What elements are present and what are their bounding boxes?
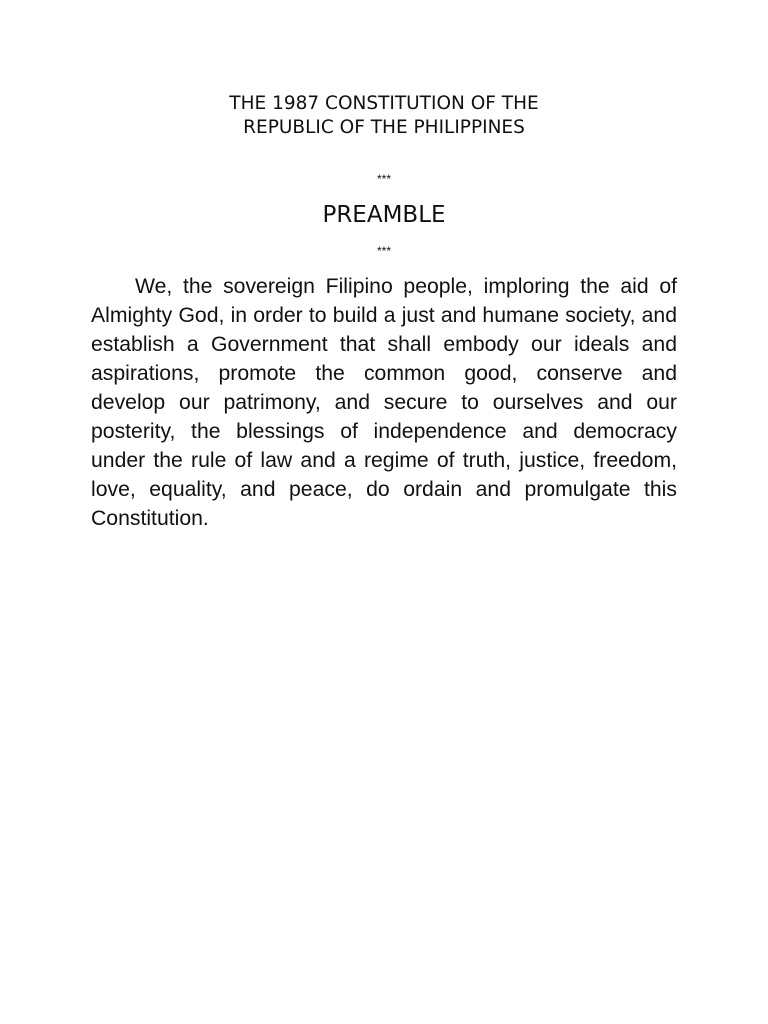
document-title: [0, 92, 768, 140]
preamble-paragraph: We, the sovereign Filipino people, imploring the aid of Almighty God, in order to build a just and humane society, and establish a Government that shall embody our ideals and aspirations, promote the common good, conserve and develop our patrimony, and secure to ourselves and our posterity, the blessings of independence and democracy under the rule of law and a regime of truth, justice, freedom, love, equality, and peace, do ordain and promulgate this Constitution.: [91, 275, 677, 530]
title-line-1: THE 1987 CONSTITUTION OF THE: [229, 93, 539, 114]
separator-stars-top: ***: [376, 172, 391, 186]
separator-stars-bottom: ***: [376, 244, 391, 258]
preamble-heading: PREAMBLE: [322, 202, 446, 228]
title-line-2: REPUBLIC OF THE PHILIPPINES: [243, 117, 525, 138]
